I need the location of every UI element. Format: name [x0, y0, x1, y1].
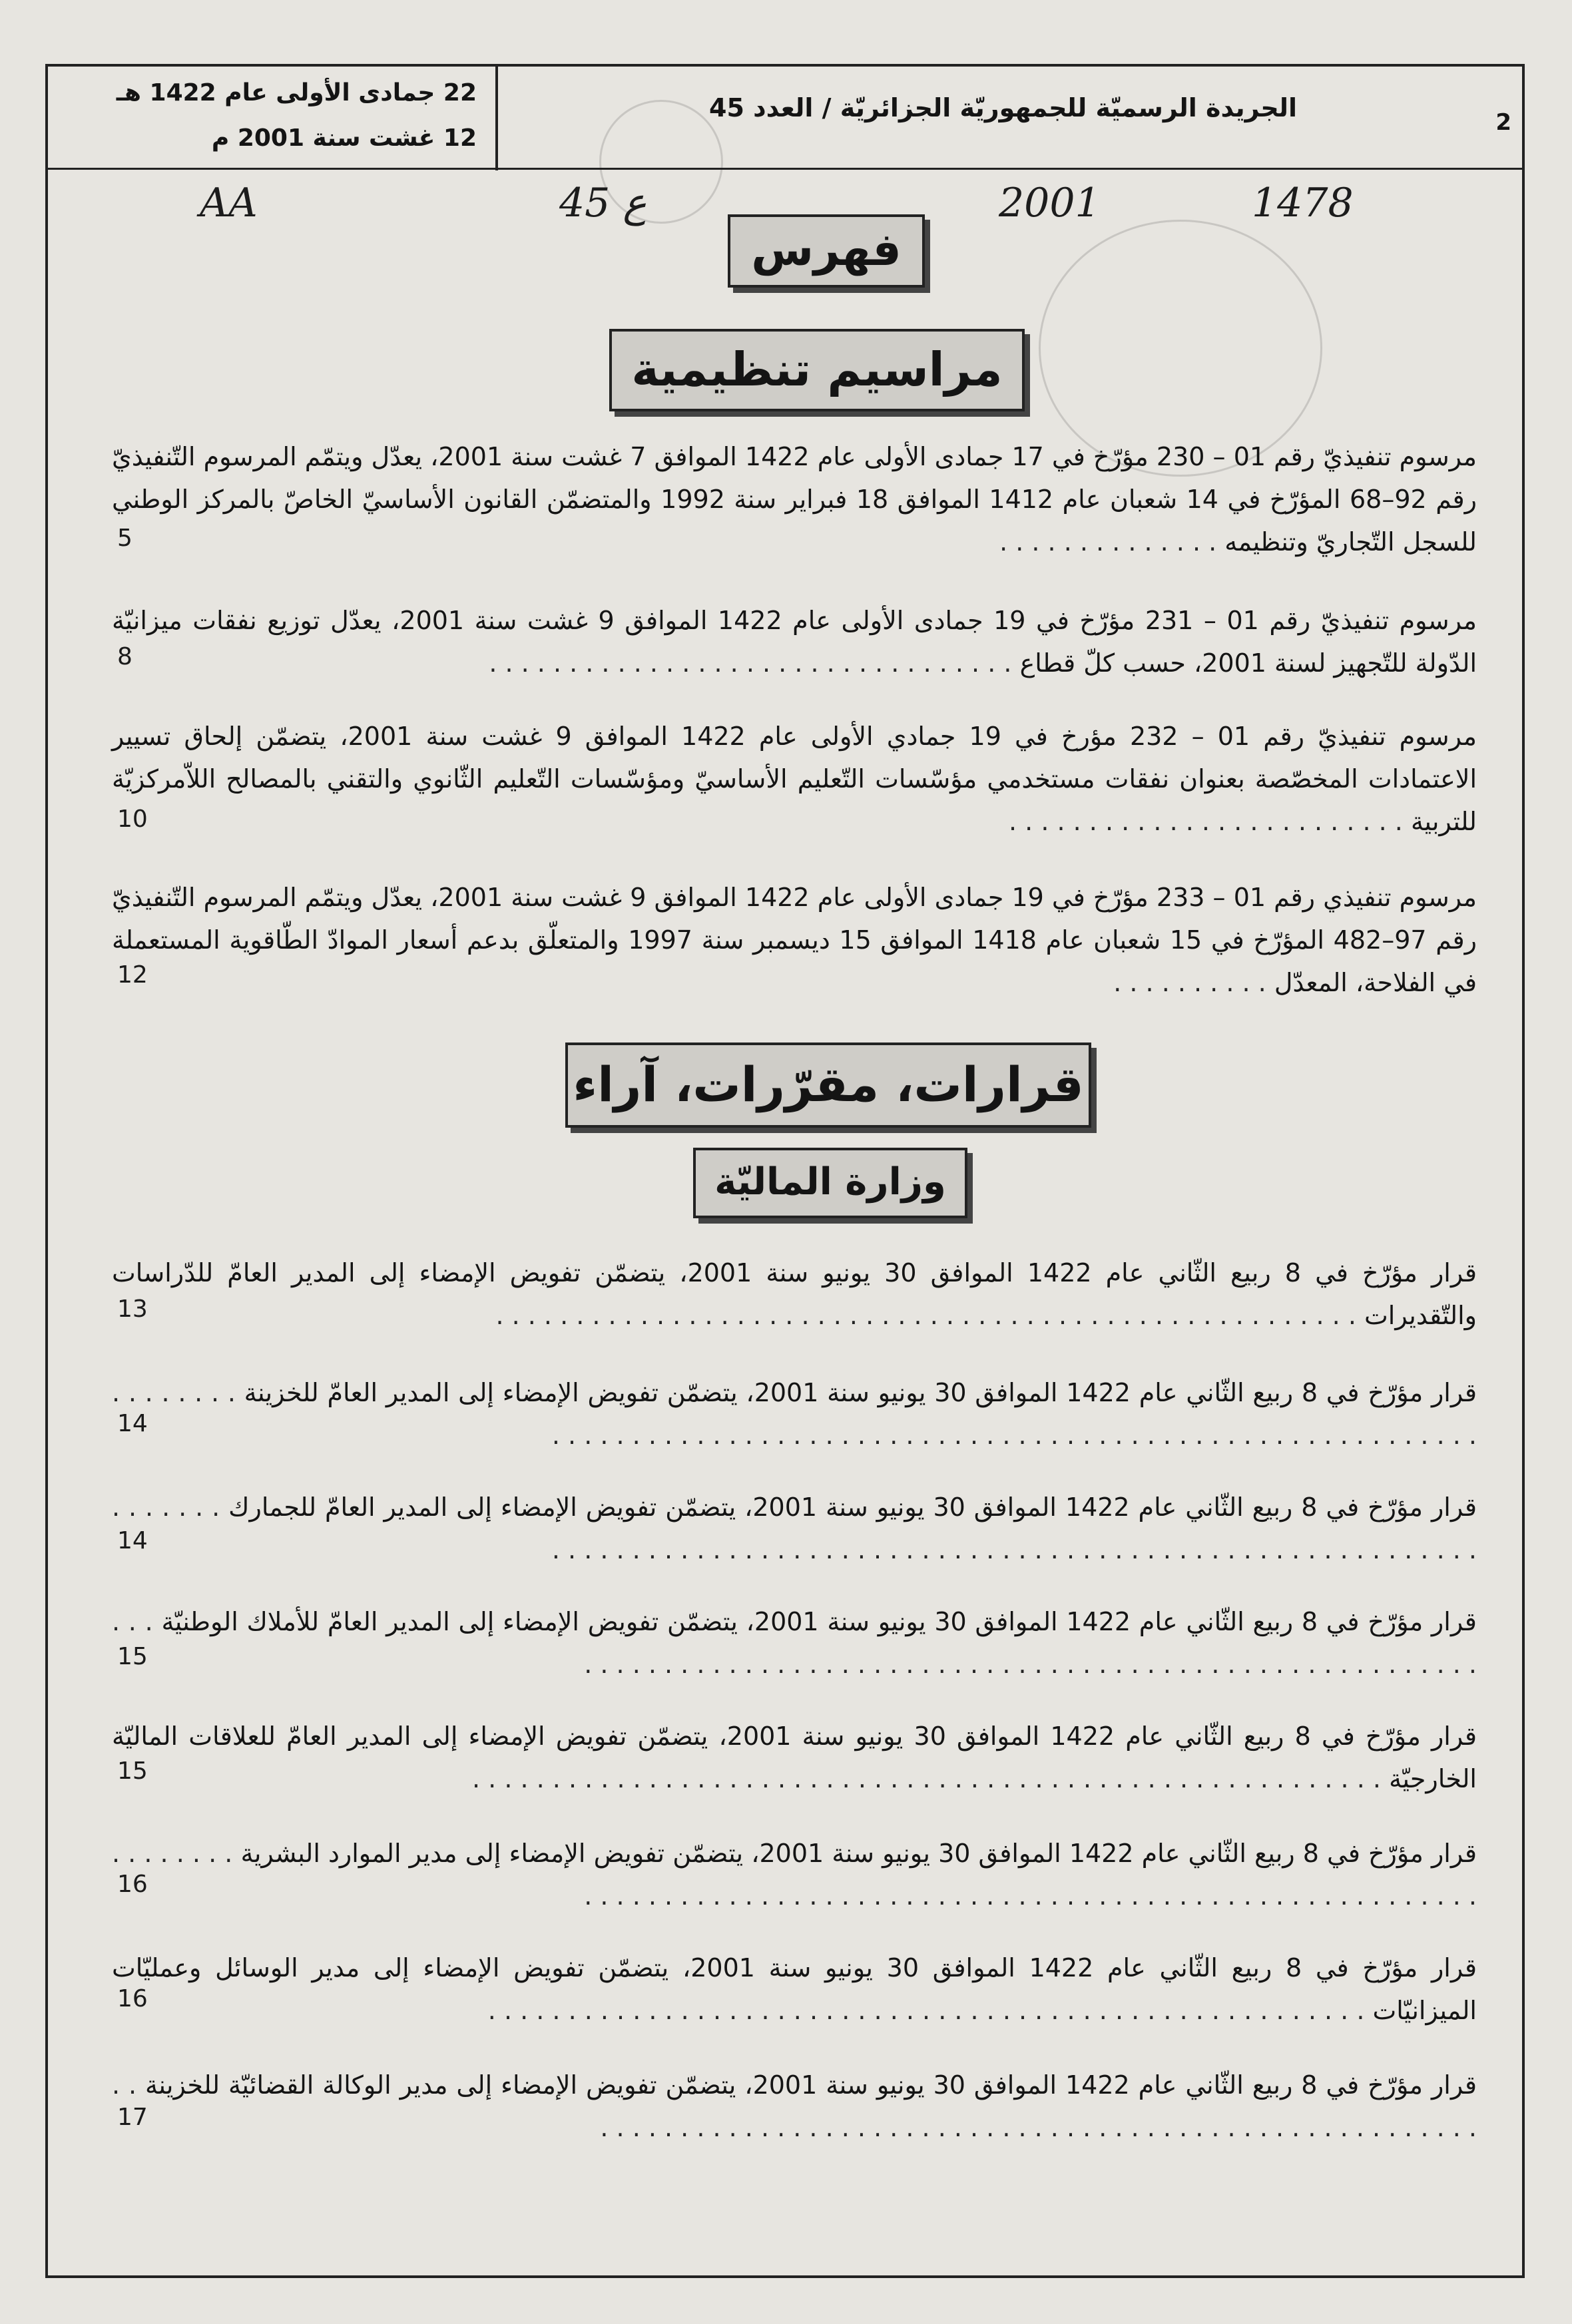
- leader-dots: . . . . . . . . . . . . . . . . . . . . . . . . .: [1009, 807, 1403, 836]
- journal-title: الجريدة الرسميّة للجمهوريّة الجزائريّة / العدد 45: [709, 93, 1297, 122]
- toc-entry[interactable]: [112, 2064, 1477, 2149]
- toc-entry-page: 16: [117, 1985, 148, 2012]
- toc-entry[interactable]: [112, 1252, 1477, 1337]
- toc-entry-text: مرسوم تنفيذي رقم 01 – 233 مؤرّخ في 19 جمادى الأولى عام 1422 الموافق 9 غشت سنة 2001، يعدّل ويتمّم المرسوم التّنفيذيّ رقم 97–482 المؤرّخ في 15 شعبان عام 1418 الموافق 15 ديسمبر سنة 1997 والمتعلّق بدعم أسعار الموادّ الطّاقوية المستعملة في الفلاحة، المعدّل: [112, 883, 1477, 997]
- toc-entry[interactable]: [112, 1947, 1477, 2032]
- toc-entry-text: قرار مؤرّخ في 8 ربيع الثّاني عام 1422 الموافق 30 يونيو سنة 2001، يتضمّن تفويض الإمضاء إلى المدير العامّ للعلاقات الماليّة الخارجيّة: [112, 1722, 1477, 1793]
- toc-entry-text: قرار مؤرّخ في 8 ربيع الثّاني عام 1422 الموافق 30 يونيو سنة 2001، يتضمّن تفويض الإمضاء إلى مدير الموارد البشرية: [240, 1839, 1477, 1868]
- issue-date-box: [45, 64, 498, 170]
- toc-entry[interactable]: [112, 435, 1477, 563]
- toc-entry-text: مرسوم تنفيذيّ رقم 01 – 230 مؤرّخ في 17 جمادى الأولى عام 1422 الموافق 7 غشت سنة 2001، يعدّل ويتمّم المرسوم التّنفيذيّ رقم 92–68 المؤرّخ في 14 شعبان عام 1412 الموافق 18 فبراير سنة 1992 والمتضمّن القانون الأساسيّ الخاصّ بالمركز الوطني للسجل التّجاريّ وتنظيمه: [112, 442, 1477, 557]
- toc-entry[interactable]: [112, 715, 1477, 843]
- ministry-title-finance: وزارة الماليّة: [693, 1148, 967, 1218]
- page-header: [45, 64, 1525, 170]
- toc-entry-page: 15: [117, 1757, 148, 1785]
- toc-entry-text: قرار مؤرّخ في 8 ربيع الثّاني عام 1422 الموافق 30 يونيو سنة 2001، يتضمّن تفويض الإمضاء إلى مدير الوكالة القضائيّة للخزينة: [145, 2070, 1477, 2100]
- toc-entry[interactable]: [112, 599, 1477, 684]
- toc-entry[interactable]: [112, 1371, 1477, 1457]
- handwritten-note-mid: 2001: [999, 180, 1101, 226]
- leader-dots: . . . . . . . . . . . . . .: [999, 527, 1217, 557]
- hijri-date: 22 جمادى الأولى عام 1422 هـ: [116, 79, 477, 107]
- toc-entry-page: 14: [117, 1410, 148, 1437]
- leader-dots: . . . . . . . . . . . . . . . . . . . . . . . . . . . . . . . . . . . . . . . . . . . . . . . . . . . . . . . . . . .: [112, 1607, 1477, 1679]
- toc-entry-page: 10: [117, 806, 148, 833]
- toc-entry[interactable]: [112, 1832, 1477, 1917]
- toc-entry-page: 13: [117, 1295, 148, 1323]
- leader-dots: . . . . . . . . . . . . . . . . . . . . . . . . . . . . . . . . . . . . . . . . . . . . . . . . . . . . . . . . . . . . . . . .: [112, 1839, 1477, 1911]
- toc-entry-text: قرار مؤرّخ في 8 ربيع الثّاني عام 1422 الموافق 30 يونيو سنة 2001، يتضمّن تفويض الإمضاء إلى مدير الوسائل وعمليّات الميزانيّات: [112, 1953, 1477, 2025]
- toc-entry-page: 8: [117, 643, 132, 670]
- handwritten-note-right: 1478: [1252, 180, 1354, 226]
- leader-dots: . . . . . . . . . . . . . . . . . . . . . . . . . . . . . . . . . . . . . . . . . . . . . . . . . . . . . . . . .: [112, 2070, 1477, 2142]
- leader-dots: . . . . . . . . . .: [1113, 968, 1266, 997]
- toc-entry-text: مرسوم تنفيذيّ رقم 01 – 232 مؤرخ في 19 جمادي الأولى عام 1422 الموافق 9 غشت سنة 2001، يتضمّن إلحاق تسيير الاعتمادات المخصّصة بعنوان نفقات مستخدمي مؤسّسات التّعليم الأساسيّ ومؤسّسات التّعليم الثّانوي والتقني بالمصالح اللاّمركزيّة للتربية: [112, 722, 1477, 836]
- toc-entry-page: 12: [117, 961, 148, 989]
- toc-entry[interactable]: [112, 1600, 1477, 1686]
- toc-entry-page: 17: [117, 2104, 148, 2131]
- toc-entry[interactable]: [112, 1715, 1477, 1800]
- leader-dots: . . . . . . . . . . . . . . . . . . . . . . . . . . . . . . . . . . . . . . . . . . . . . . . . . . . . . . . . . . . . . . . . .: [112, 1493, 1477, 1564]
- page-number: 2: [1495, 109, 1511, 136]
- section-title-decisions: قرارات، مقرّرات، آراء: [565, 1043, 1091, 1128]
- toc-entry-page: 5: [117, 525, 132, 552]
- toc-entry-page: 15: [117, 1643, 148, 1670]
- toc-entry-text: قرار مؤرّخ في 8 ربيع الثّاني عام 1422 الموافق 30 يونيو سنة 2001، يتضمّن تفويض الإمضاء إلى المدير العامّ للأملاك الوطنيّة: [161, 1607, 1477, 1636]
- handwritten-note-far-left: AA: [200, 180, 258, 226]
- leader-dots: . . . . . . . . . . . . . . . . . . . . . . . . . . . . . . . . . . . . . . . . . . . . . . . . . . . . . . .: [487, 1996, 1365, 2025]
- leader-dots: . . . . . . . . . . . . . . . . . . . . . . . . . . . . . . . . . . . . . . . . . . . . . . . . . . . . . . . . .: [472, 1764, 1381, 1793]
- leader-dots: . . . . . . . . . . . . . . . . . . . . . . . . . . . . . . . . . . . . . . . . . . . . . . . . . . . . . .: [495, 1301, 1356, 1330]
- header-divider: [45, 168, 1525, 170]
- leader-dots: . . . . . . . . . . . . . . . . . . . . . . . . . . . . . . . . .: [489, 648, 1012, 678]
- toc-entry-text: مرسوم تنفيذيّ رقم 01 – 231 مؤرّخ في 19 جمادى الأولى عام 1422 الموافق 9 غشت سنة 2001، يعدّل توزيع نفقات ميزانيّة الدّولة للتّجهيز لسنة 2001، حسب كلّ قطاع: [112, 606, 1477, 678]
- toc-entry[interactable]: [112, 1486, 1477, 1571]
- toc-entry-page: 14: [117, 1527, 148, 1554]
- section-title-decrees: مراسيم تنظيمية: [609, 329, 1025, 411]
- gregorian-date: 12 غشت سنة 2001 م: [211, 124, 477, 152]
- toc-entry-text: قرار مؤرّخ في 8 ربيع الثّاني عام 1422 الموافق 30 يونيو سنة 2001، يتضمّن تفويض الإمضاء إلى المدير العامّ للدّراسات والتّقديرات: [112, 1258, 1477, 1330]
- toc-entry[interactable]: [112, 876, 1477, 1004]
- toc-entry-text: قرار مؤرّخ في 8 ربيع الثّاني عام 1422 الموافق 30 يونيو سنة 2001، يتضمّن تفويض الإمضاء إلى المدير العامّ للجمارك: [228, 1493, 1477, 1522]
- handwritten-note-left: ع 45: [559, 180, 647, 226]
- toc-entry-page: 16: [117, 1871, 148, 1898]
- toc-entry-text: قرار مؤرّخ في 8 ربيع الثّاني عام 1422 الموافق 30 يونيو سنة 2001، يتضمّن تفويض الإمضاء إلى المدير العامّ للخزينة: [244, 1378, 1477, 1407]
- toc-title: فهرس: [728, 214, 925, 288]
- leader-dots: . . . . . . . . . . . . . . . . . . . . . . . . . . . . . . . . . . . . . . . . . . . . . . . . . . . . . . . . . . . . . . . . . .: [112, 1378, 1477, 1450]
